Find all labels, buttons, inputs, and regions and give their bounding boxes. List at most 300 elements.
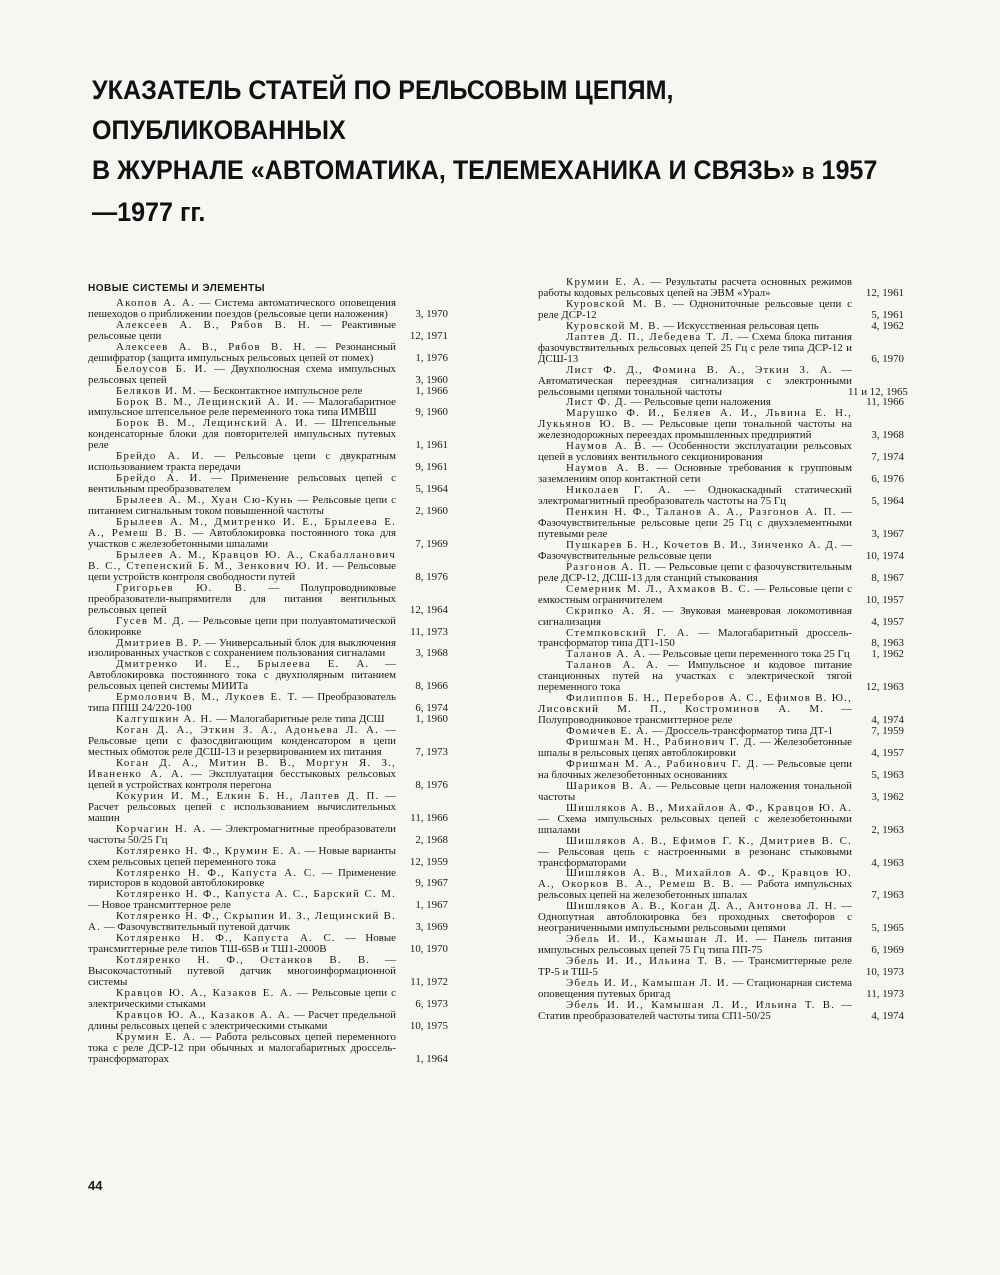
entry-title: — Применение тиристоров в кодовой автоблокировке: [88, 866, 396, 890]
index-entry: [88, 692, 448, 714]
entry-issue-year: 11, 1973: [866, 987, 904, 1000]
entry-title: — Искусственная рельсовая цепь: [660, 319, 819, 332]
entry-text: [88, 791, 396, 824]
entry-text: [88, 659, 396, 692]
entry-title: — Рельсовые цепи с электрическими стыками: [88, 987, 397, 1010]
entry-issue-year: 11, 1966: [866, 396, 904, 409]
entry-text: [538, 628, 852, 650]
entry-author: Алексеев А. В., Рябов В. Н.: [116, 340, 307, 353]
entry-text: [88, 342, 396, 364]
entry-author: Ермолович В. М., Лукоев Е. Т.: [116, 691, 299, 704]
entry-author: Котляренко Н. Ф., Капуста А. С.: [116, 932, 336, 945]
entry-issue-year: 11, 1966: [410, 811, 448, 824]
index-entry: [88, 868, 448, 890]
entry-author: Котляренко Н. Ф., Крумин Е. А.: [116, 844, 302, 857]
entry-text: [538, 803, 852, 836]
entry-text: [88, 1010, 396, 1032]
entry-author: Корчагин Н. А.: [116, 822, 207, 835]
entry-issue-year: 8, 1966: [415, 680, 448, 693]
entry-issue-year: 9, 1967: [415, 877, 448, 890]
entry-title: — Новые трансмиттерные реле типов ТШ-65В и ТШ1-2000В: [88, 932, 396, 956]
entry-author: Шариков В. А.: [566, 779, 653, 792]
entry-issue-year: 3, 1968: [415, 647, 448, 660]
entry-text: [538, 463, 852, 485]
entry-author: Куровской М. В.: [566, 297, 667, 310]
entry-title: — Автоблокировка постоянного тока с двухполярным питанием рельсовых цепей системы МИИТа: [88, 658, 396, 693]
entry-author: Коган Д. А., Митин В. В., Моргун Я. З., Иваненко А. А.: [88, 756, 396, 780]
index-entry: [538, 277, 904, 299]
index-entry: [88, 320, 448, 342]
entry-author: Эбель И. И., Камышан Л. И.: [566, 933, 749, 946]
entry-author: Пенкин Н. Ф., Таланов А. А., Разгонов А. П.: [566, 506, 837, 519]
entry-issue-year: 11, 1973: [410, 625, 448, 638]
entry-author: Беляков И. М.: [116, 384, 197, 397]
entry-text: [88, 418, 396, 451]
entry-issue-year: 4, 1962: [871, 319, 904, 332]
entry-text: [538, 441, 852, 463]
entry-text: [538, 365, 852, 398]
entry-title: — Работа рельсовых цепей переменного тока с реле ДСР-12 при обычных и малогабаритных дроссель-трансформаторах: [88, 1030, 396, 1065]
entry-text: [538, 299, 852, 321]
index-entry: [538, 934, 904, 956]
index-entry: [538, 562, 904, 584]
entry-text: [538, 1000, 852, 1022]
left-column: [88, 284, 448, 1065]
entry-issue-year: 3, 1969: [415, 921, 448, 934]
entry-author: Николаев Г. А.: [566, 484, 672, 497]
entry-author: Калгушкин А. Н.: [116, 713, 214, 726]
entry-issue-year: 1, 1962: [871, 648, 904, 661]
entry-issue-year: 10, 1957: [865, 593, 904, 606]
entry-author: Наумов А. В.: [566, 462, 650, 475]
index-entry: [538, 901, 904, 934]
entry-title: — Рельсовые цепи на блочных железобетонных основаниях: [538, 757, 852, 781]
entry-author: Алексеев А. В., Рябов В. Н.: [116, 318, 311, 331]
entry-title: — Дроссель-трансформатор типа ДТ-1: [649, 725, 834, 738]
entry-issue-year: 4, 1957: [871, 746, 904, 759]
entry-text: [88, 988, 396, 1010]
entry-author: Марушко Ф. И., Беляев А. И., Львина Е. Н., Лукьянов Ю. В.: [538, 407, 852, 431]
entry-issue-year: 11, 1972: [410, 976, 448, 989]
entry-title: — Двухполюсная схема импульсных рельсовых цепей: [88, 362, 396, 386]
entry-text: [538, 836, 852, 869]
entry-title: — Универсальный блок для выключения изолированных участков с сохранением пользования сигналами: [88, 636, 396, 660]
entry-issue-year: 5, 1965: [871, 922, 904, 935]
entry-issue-year: 4, 1957: [871, 615, 904, 628]
index-entry: [88, 397, 448, 419]
entry-author: Брейдо А. И.: [116, 472, 203, 485]
index-entry: [538, 408, 904, 441]
entry-title: — Фазочувствительные рельсовые цепи 25 Гц с двухэлементными путевыми реле: [538, 506, 852, 540]
entry-text: [538, 737, 852, 759]
entry-title: — Бесконтактное импульсное реле: [196, 384, 363, 397]
entry-text: [88, 364, 396, 386]
entry-author: Шишляков А. В., Коган Д. А., Антонова Л. Н.: [566, 900, 838, 913]
entry-text: [88, 758, 396, 791]
entry-author: Крумин Е. А.: [566, 276, 646, 288]
entry-issue-year: 6, 1969: [871, 944, 904, 957]
page-title: [92, 70, 892, 232]
entry-issue-year: 6, 1976: [871, 473, 904, 486]
entry-text: [88, 550, 396, 583]
index-entry: [88, 364, 448, 386]
index-entry: [88, 1032, 448, 1065]
entry-text: [88, 495, 396, 517]
title-line-2: [92, 150, 892, 232]
entry-text: [88, 320, 396, 342]
index-entry: [538, 485, 904, 507]
entry-text: [538, 562, 852, 584]
entry-issue-year: 10, 1970: [409, 943, 448, 956]
entry-title: — Электромагнитные преобразователи частоты 50/25 Гц: [88, 822, 396, 846]
entry-author: Кравцов Ю. А., Казаков А. А.: [116, 1008, 291, 1021]
index-entry: [538, 978, 904, 1000]
entry-author: Котляренко Н. Ф., Капуста А. С., Барский С. М.: [116, 888, 396, 901]
entry-issue-year: 1, 1964: [415, 1052, 448, 1065]
entry-text: [88, 911, 396, 933]
entry-title: — Железобетонные шпалы в рельсовых цепях автоблокировки: [538, 736, 853, 759]
entry-text: [88, 725, 396, 758]
entry-title: — Малогабаритный дроссель-трансформатор типа ДТ1-150: [538, 626, 852, 650]
index-entry: [88, 1010, 448, 1032]
entry-title: — Новое трансмиттерное реле: [88, 899, 231, 912]
page-number: 44: [88, 1178, 103, 1193]
entry-issue-year: 7, 1974: [871, 451, 904, 464]
index-entry: [88, 616, 448, 638]
index-entry: [538, 584, 904, 606]
entry-author: Брылеев А. М., Кравцов Ю. А., Скабалланович В. С., Степенский Б. М., Зенкович Ю. И.: [88, 548, 396, 572]
entry-author: Шишляков А. В., Михайлов А. Ф., Кравцов Ю. А., Окорков В. А., Ремеш В. В.: [538, 867, 852, 891]
index-entry: [88, 933, 448, 955]
index-entry: [88, 495, 448, 517]
index-entry: [538, 606, 904, 628]
entry-author: Стемпковский Г. А.: [566, 626, 690, 639]
entry-issue-year: 10, 1973: [865, 966, 904, 979]
index-entry: [538, 803, 904, 836]
entry-issue-year: 6, 1974: [415, 702, 448, 715]
entry-author: Пушкарев Б. Н., Кочетов В. И., Зинченко А. Д.: [566, 538, 839, 551]
entry-text: [88, 298, 396, 320]
entry-title: — Расчет предельной длины рельсовых цепей с электрическими стыками: [88, 1008, 396, 1032]
entry-author: Шишляков А. В., Ефимов Г. К., Дмитриев В. С.: [566, 834, 852, 847]
entry-issue-year: 1, 1967: [415, 899, 448, 912]
entry-issue-year: 12, 1964: [409, 603, 448, 616]
index-entry: [88, 451, 448, 473]
title-line-1: УКАЗАТЕЛЬ СТАТЕЙ ПО РЕЛЬСОВЫМ ЦЕПЯМ, ОПУБЛИКОВАННЫХ: [92, 75, 674, 145]
entry-issue-year: 3, 1967: [871, 527, 904, 540]
entry-title: — Рельсовые цепи с питанием сигнальным током повышенной частоты: [88, 494, 396, 518]
entry-title: — Однокаскадный статический электромагнитный преобразователь частоты на 75 Гц: [538, 484, 852, 508]
entry-text: [88, 955, 396, 988]
entry-title: — Схема импульсных рельсовых цепей с железобетонными шпалами: [538, 812, 852, 836]
entry-title: — Расчет рельсовых цепей с использованием вычислительных машин: [88, 789, 396, 824]
entry-text: [88, 638, 396, 660]
entry-title: — Высокочастотный путевой датчик многоинформационной системы: [88, 954, 396, 989]
entry-issue-year: 2, 1960: [415, 505, 448, 518]
entry-title: — Основные требования к групповым заземлениям опор контактной сети: [538, 462, 852, 486]
entry-title: — Резонансный дешифратор (защита импульсных рельсовых цепей от помех): [88, 340, 396, 364]
index-entry: [538, 956, 904, 978]
index-entry: [538, 836, 904, 869]
entry-author: Семерник М. Л., Ахмаков В. С.: [566, 582, 751, 595]
title-years: 1957—1977: [92, 155, 878, 227]
entry-issue-year: 1, 1960: [415, 713, 448, 726]
index-entry: [538, 781, 904, 803]
entry-issue-year: 8, 1976: [415, 778, 448, 791]
entry-title: — Малогабаритное импульсное штепсельное реле переменного тока типа ИМВШ: [88, 395, 397, 419]
entry-text: [88, 517, 396, 550]
entry-title: — Рельсовые цепи устройств контроля свободности путей: [88, 559, 396, 583]
section-heading: НОВЫЕ СИСТЕМЫ И ЭЛЕМЕНТЫ: [88, 283, 266, 294]
title-gg: гг.: [179, 197, 206, 227]
entry-author: Лаптев Д. П., Лебедева Т. Л.: [566, 330, 735, 343]
entry-text: [538, 540, 852, 562]
entry-title: — Рельсовые цепи с фазочувствительным реле ДСР-12, ДСШ-13 для станций стыкования: [538, 560, 852, 584]
entry-title: — Полупроводниковое трансмиттерное реле: [538, 703, 852, 727]
index-entry: [538, 363, 908, 398]
entry-issue-year: 3, 1962: [871, 790, 904, 803]
entry-author: Кравцов Ю. А., Казаков Е. А.: [116, 987, 293, 999]
index-entry: [88, 889, 448, 911]
index-entry: [88, 517, 448, 550]
index-entry: [88, 911, 448, 933]
entry-author: Брылеев А. М., Хуан Сю-Кунь: [116, 494, 294, 507]
entry-title: — Рельсовые цепи с двукратным использованием тракта передачи: [88, 450, 396, 474]
entry-issue-year: 1, 1961: [415, 439, 448, 452]
entry-issue-year: 4, 1974: [871, 1009, 904, 1022]
entry-author: Брылеев А. М., Дмитренко И. Е., Брылеева Е. А., Ремеш В. В.: [88, 516, 396, 539]
entry-issue-year: 10, 1975: [409, 1019, 448, 1032]
index-entry: [88, 583, 448, 616]
index-entry: [88, 473, 448, 495]
index-entry: [88, 791, 448, 824]
entry-title: — Рельсовые цепи тональной частоты на железнодорожных переездах промышленных предприятий: [538, 418, 852, 442]
entry-author: Борок В. М., Лещинский А. И.: [116, 417, 309, 430]
entry-issue-year: 10, 1974: [865, 549, 904, 562]
entry-title: — Автоблокировка постоянного тока для участков с железобетонными шпалами: [88, 526, 396, 550]
index-entry: [538, 299, 904, 321]
entry-title: — Фазочувствительные рельсовые цепи: [538, 538, 853, 562]
index-entry: [88, 418, 448, 451]
entry-author: Брейдо А. И.: [116, 450, 205, 463]
entry-title: — Результаты расчета основных режимов работы кодовых рельсовых цепей на ЭВМ «Урал»: [538, 276, 852, 299]
entry-issue-year: 5, 1961: [871, 308, 904, 321]
entry-author: Котляренко Н. Ф., Скрыпин И. З., Лещинский В. А.: [88, 910, 396, 934]
entry-author: Разгонов А. П.: [566, 560, 652, 573]
entry-author: Эбель И. И., Камышан Л. И., Ильина Т. В.: [566, 998, 836, 1011]
entry-title: — Рельсовые цепи наложения: [627, 396, 771, 409]
entry-author: Белоусов Б. И.: [116, 362, 208, 375]
entry-text: [538, 901, 852, 934]
entry-issue-year: 7, 1969: [415, 537, 448, 550]
entry-author: Фомичев Е. А.: [566, 725, 650, 738]
entry-issue-year: 12, 1959: [409, 855, 448, 868]
entry-author: Акопов А. А.: [116, 296, 195, 309]
entry-title: — Однониточные рельсовые цепи с реле ДСР-12: [538, 297, 852, 321]
title-line-2-journal: В ЖУРНАЛЕ «АВТОМАТИКА, ТЕЛЕМЕХАНИКА И СВЯЗЬ»: [92, 155, 795, 185]
entry-text: [88, 846, 396, 868]
entry-issue-year: 8, 1963: [871, 637, 904, 650]
entry-author: Борок В. М., Лещинский А. И.: [116, 395, 300, 408]
entry-author: Эбель И. И., Ильина Т. В.: [566, 955, 728, 968]
entry-author: Шишляков А. В., Михайлов А. Ф., Кравцов Ю. А.: [566, 801, 852, 814]
entry-author: Котляренко Н. Ф., Капуста А. С.: [116, 866, 317, 879]
entry-issue-year: 9, 1960: [415, 406, 448, 419]
entry-text: [88, 616, 396, 638]
entry-author: Скрипко А. Я.: [566, 604, 656, 617]
entry-issue-year: 1, 1966: [415, 384, 448, 397]
entry-title: — Рельсовые цепи с емкостным ограничителем: [538, 582, 852, 606]
entry-author: Фришман М. Н., Рабинович Г. Д.: [566, 736, 757, 749]
entry-text: [538, 332, 852, 365]
index-entry: [538, 737, 904, 759]
entry-title: — Схема блока питания фазочувствительных рельсовых цепей 25 Гц с реле типа ДСР-12 и ДСШ-13: [538, 330, 852, 365]
entry-text: [88, 451, 396, 473]
entry-text: [88, 397, 396, 419]
index-entry: [538, 693, 904, 726]
entry-text: [88, 473, 396, 495]
entry-issue-year: 9, 1961: [415, 461, 448, 474]
entry-issue-year: 5, 1964: [415, 483, 448, 496]
entry-text: [538, 507, 852, 540]
entry-title: — Рельсовые цепи при полуавтоматической блокировке: [88, 614, 396, 638]
index-entry: [88, 298, 448, 320]
index-entry: [88, 550, 448, 583]
right-column: [538, 276, 908, 1022]
entry-text: [538, 693, 852, 726]
index-entry: [538, 660, 904, 693]
entry-title: — Звуковая маневровая локомотивная сигнализация: [538, 604, 852, 628]
index-entry: [88, 659, 448, 692]
index-entry: [88, 725, 448, 758]
index-entry: [538, 628, 904, 650]
entry-text: [538, 956, 852, 978]
entry-title: — Преобразователь типа ППШ 24/220-100: [88, 691, 396, 715]
entry-author: Таланов А. А.: [566, 648, 647, 661]
entry-text: [538, 759, 852, 781]
entry-text: [88, 583, 396, 616]
entry-title: — Малогабаритные реле типа ДСШ: [213, 713, 385, 726]
entry-issue-year: 8, 1976: [415, 570, 448, 583]
entry-author: Крумин Е. А.: [116, 1030, 196, 1043]
entry-issue-year: 1, 1976: [415, 351, 448, 364]
entry-issue-year: 2, 1963: [871, 823, 904, 836]
index-entry: [88, 988, 448, 1010]
entry-text: [538, 978, 852, 1000]
entry-title: — Работа импульсных рельсовых цепей на железобетонных шпалах: [538, 878, 853, 902]
title-in: в: [801, 159, 815, 184]
entry-text: [538, 485, 852, 507]
entry-text: [88, 868, 396, 890]
entry-issue-year: 12, 1963: [865, 681, 904, 694]
entry-title: — Новые варианты схем рельсовых цепей переменного тока: [88, 844, 397, 868]
entry-issue-year: 7, 1959: [871, 725, 904, 738]
entry-text: [538, 584, 852, 606]
entry-issue-year: 2, 1968: [415, 833, 448, 846]
entry-author: Дмитриев В. Р.: [116, 636, 203, 649]
index-entry: [88, 342, 448, 364]
entry-author: Дмитренко И. Е., Брылеева Е. А.: [116, 658, 370, 671]
entry-title: — Трансмиттерные реле ТР-5 и ТШ-5: [538, 955, 852, 979]
entry-author: Филиппов Б. Н., Переборов А. С., Ефимов В. Ю., Лисовский М. П., Костроминов А. М.: [538, 692, 852, 716]
entry-author: Гусев М. Д.: [116, 614, 185, 627]
entry-author: Куровской М. В.: [566, 319, 661, 332]
entry-text: [88, 692, 396, 714]
entry-text: [538, 660, 852, 693]
entry-title: — Статив преобразователей частоты типа СП1-50/25: [538, 998, 852, 1022]
index-entry: [88, 846, 448, 868]
entry-issue-year: 11 и 12, 1965: [848, 385, 908, 398]
index-entry: [88, 758, 448, 791]
index-entry: [538, 1000, 904, 1022]
entry-issue-year: 7, 1973: [415, 746, 448, 759]
entry-author: Коган Д. А., Эткин З. А., Адоньева Л. А.: [116, 724, 379, 737]
entry-issue-year: 3, 1960: [415, 373, 448, 386]
entry-title: — Реактивные рельсовые цепи: [88, 318, 397, 342]
entry-text: [88, 824, 396, 846]
entry-title: — Рельсовые цепи наложения тональной частоты: [538, 779, 852, 803]
entry-issue-year: 12, 1961: [865, 286, 904, 299]
entry-issue-year: 6, 1970: [871, 352, 904, 365]
index-entry: [538, 868, 904, 901]
entry-title: — Особенности эксплуатации рельсовых цепей в условиях вентильного секционирования: [538, 440, 852, 464]
entry-title: — Рельсовые цепи переменного тока 25 Гц: [646, 648, 850, 661]
entry-title: — Полупроводниковые преобразователи-выпрямители для питания вентильных рельсовых цепей: [88, 581, 396, 616]
index-entry: [538, 441, 904, 463]
entry-author: Таланов А. А.: [566, 659, 659, 672]
entry-title: — Система автоматического оповещения пешеходов о приближении поездов (рельсовые цепи наложения): [88, 296, 396, 320]
entry-text: [538, 868, 852, 901]
index-entry: [88, 955, 448, 988]
entry-title: — Рельсовая цепь с настроенными в резонанс стыковыми трансформаторами: [538, 845, 852, 869]
entry-author: Фришман М. А., Рабинович Г. Д.: [566, 757, 760, 770]
entry-issue-year: 12, 1971: [409, 329, 448, 342]
entry-issue-year: 6, 1973: [415, 997, 448, 1010]
entry-title: — Панель питания импульсных рельсовых цепей 75 Гц типа ПП-75: [538, 933, 852, 957]
entry-author: Григорьев Ю. В.: [116, 581, 248, 594]
entry-title: — Рельсовые цепи с фазосдвигающим конденсатором в цепи местных обмоток реле ДСШ-13 и резервированием их питания: [88, 724, 396, 759]
entry-issue-year: 4, 1974: [871, 714, 904, 727]
entry-author: Наумов А. В.: [566, 440, 647, 453]
entry-text: [88, 1032, 396, 1065]
index-entry: [538, 463, 904, 485]
entry-issue-year: 5, 1964: [871, 495, 904, 508]
entry-author: Эбель И. И., Камышан Л. И.: [566, 977, 730, 989]
entry-title: — Эксплуатация бесстыковых рельсовых цепей в устройствах контроля перегона: [88, 767, 396, 791]
entry-issue-year: 3, 1970: [415, 307, 448, 320]
index-entry: [538, 507, 904, 540]
entry-title: — Стационарная система оповещения путевых бригад: [538, 977, 852, 1000]
entry-issue-year: 7, 1963: [871, 889, 904, 902]
index-entry: [538, 540, 904, 562]
entry-text: [538, 408, 852, 441]
index-entry: [88, 638, 448, 660]
index-entry: [88, 824, 448, 846]
entry-title: — Фазочувствительный путевой датчик: [101, 921, 290, 934]
entry-title: — Импульсное и кодовое питание станционных путей на участках с электрической тягой переменного тока: [538, 659, 852, 694]
entry-issue-year: 4, 1963: [871, 856, 904, 869]
entry-author: Лист Ф. Д.: [566, 396, 628, 409]
index-entry: [538, 759, 904, 781]
entry-title: — Однопутная автоблокировка без проходных светофоров с неограниченными импульсными рельсовыми цепями: [538, 900, 852, 935]
entry-text: [88, 933, 396, 955]
entry-text: [88, 889, 396, 911]
entry-title: — Автоматическая переездная сигнализация с электронными рельсовыми цепями тональной частоты: [538, 363, 852, 398]
entry-issue-year: 8, 1967: [871, 571, 904, 584]
entry-text: [538, 277, 852, 299]
entry-issue-year: 5, 1963: [871, 768, 904, 781]
entry-text: [538, 781, 852, 803]
